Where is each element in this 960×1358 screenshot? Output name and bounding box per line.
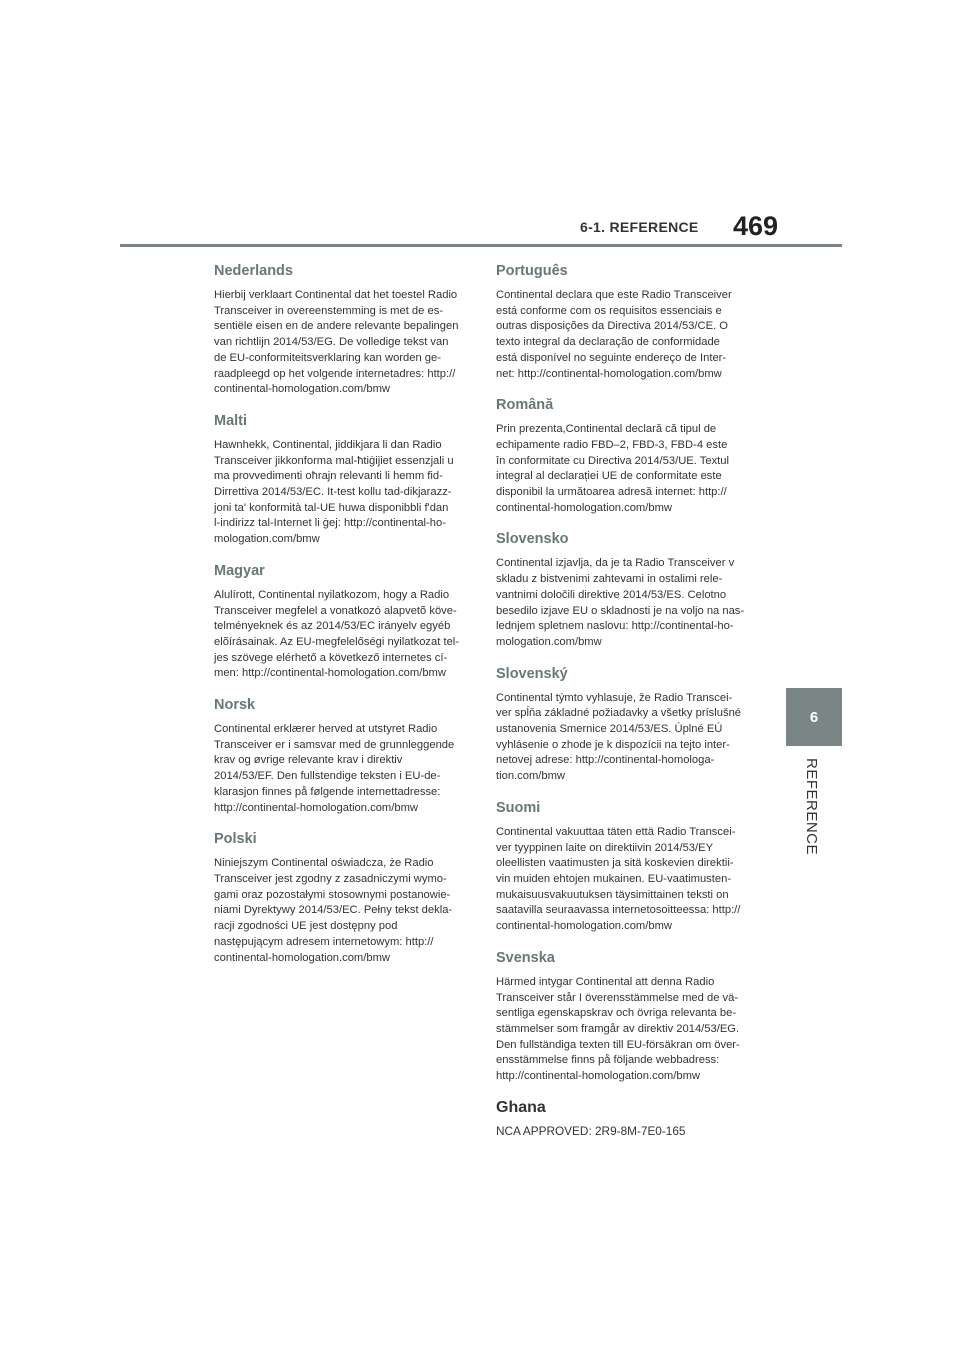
section-malti (214, 412, 466, 548)
section-heading: Polski (214, 831, 257, 848)
section-slovensko (496, 530, 748, 650)
section-nederlands (214, 262, 466, 398)
section-text: Härmed intygar Continental att denna Radio Transceiver står I överensstämmelse med de vä- sentliga egenskapskrav och övriga relevanta be- stämmelser som framgår av direktiv 2014/53/EG. Den fullständiga texten till EU-försäkran om över- ensstämmelse finns på följande webbadress: http://continental-homologation.com/bmw (496, 975, 740, 1083)
section-svenska (496, 949, 748, 1085)
chapter-label: REFERENCE (803, 758, 820, 856)
section-heading: Suomi (496, 799, 541, 816)
section-text: Alulírott, Continental nyilatkozom, hogy a Radio Transceiver megfelel a vonatkozó alapvetõ köve- telményeknek és az 2014/53/EC irányelv egyéb elõírásainak. Az EU-megfelelőségi nyilatkozat tel- jes szövege elérhető a következő internetes cí- men: http://continental-homologation.com/bmw (214, 588, 459, 680)
chapter-number: 6 (809, 708, 819, 726)
section-heading: Svenska (496, 949, 555, 966)
section-heading: Slovensko (496, 531, 569, 548)
section-heading: Română (496, 397, 554, 414)
section-heading: Norsk (214, 697, 256, 714)
section-polski (214, 830, 466, 966)
section-norsk (214, 696, 466, 816)
section-heading: Slovenský (496, 665, 568, 682)
left-column (214, 262, 466, 980)
right-column (496, 262, 748, 1153)
section-magyar (214, 562, 466, 682)
section-romana (496, 396, 748, 516)
section-heading: Nederlands (214, 263, 293, 279)
section-text: Prin prezenta,Continental declară că tipul de echipamente radio FBD–2, FBD-3, FBD-4 este în conformitate cu Directiva 2014/53/UE. Textul integral al declarației UE de conformitate este disponibil la următoarea adresă internet: http:// continental-homologation.com/bmw (496, 423, 729, 514)
header-divider (120, 244, 842, 247)
section-text: Continental erklærer herved at utstyret Radio Transceiver er i samsvar med de grunnleggende krav og øvrige relevante krav i direktiv 2014/53/EF. Den fullstendige teksten i EU-de- klarasjon finnes på følgende internettadresse: http://continental-homologation.com/bmw (214, 723, 455, 814)
section-ghana (496, 1099, 748, 1140)
section-text: NCA APPROVED: 2R9-8M-7E0-165 (496, 1123, 686, 1138)
running-header-title: 6-1. REFERENCE (580, 219, 699, 235)
section-suomi (496, 799, 748, 935)
section-slovensky (496, 665, 748, 785)
page-number: 469 (733, 211, 779, 241)
section-text: Hawnhekk, Continental, jiddikjara li dan Radio Transceiver jikkonforma mal-ħtiġijiet essenzjali u ma provvedimenti oħrajn relevanti li hemm fid- Dirrettiva 2014/53/EC. It-test kollu tad-dikjarazz- joni ta' konformità tal-UE huwa disponibbli f'dan l-indirizz tal-Internet li ġej: http://continental-ho- mologation.com/bmw (214, 438, 454, 546)
section-heading: Português (496, 263, 568, 279)
section-text: Continental týmto vyhlasuje, že Radio Transcei- ver spĺňa základné požiadavky a všetky príslušné ustanovenia Smernice 2014/53/ES. Úplné EÚ vyhlásenie o zhode je k dispozícii na tejto inter- netovej adrese: http://continental-homologa- tion.com/bmw (496, 691, 742, 783)
section-heading: Magyar (214, 562, 265, 579)
section-text: Continental declara que este Radio Transceiver está conforme com os requisitos essenciais e outras disposições da Directiva 2014/53/CE. O texto integral da declaração de conformidade está disponível no seguinte endereço de Inter- net: http://continental-homologation.com/bmw (496, 289, 732, 380)
section-heading: Malti (214, 412, 248, 429)
section-text: Niniejszym Continental oświadcza, że Radio Transceiver jest zgodny z zasadniczymi wymo- gami oraz pozostałymi stosownymi postanowie- niami Dyrektywy 2014/53/EC. Pełny tekst dekla- racji zgodności UE jest dostępny pod następującym adresem internetowym: http:// continental-homologation.com/bmw (214, 857, 453, 964)
section-text: Continental izjavlja, da je ta Radio Transceiver v skladu z bistvenimi zahtevami in ostalimi rele- vantnimi določili direktive 2014/53/ES. Celotno besedilo izjave EU o skladnosti je na voljo na nas- lednjem spletnem naslovu: http://continental-ho- mologation.com/bmw (496, 557, 745, 648)
section-heading: Ghana (496, 1098, 546, 1116)
section-text: Hierbij verklaart Continental dat het toestel Radio Transceiver in overeenstemming is met de es- sentiële eisen en de andere relevante bepalingen van richtlijn 2014/53/EG. De volledige tekst van de EU-conformiteitsverklaring kan worden ge- raadpleegd op het volgende internetadres: http:// continental-homologation.com/bmw (214, 289, 459, 396)
section-portugues (496, 262, 748, 382)
section-text: Continental vakuuttaa täten että Radio Transcei- ver tyyppinen laite on direktiivin 2014/53/EY oleellisten vaatimusten ja sitä koskevien direktii- vin muiden ehtojen mukainen. EU-vaatimusten- mukaisuusvakuutuksen täysimittainen teksti on saatavilla seuraavassa internetosoitteessa: http:// continental-homologation.com/bmw (496, 825, 741, 933)
chapter-tab (786, 688, 842, 746)
